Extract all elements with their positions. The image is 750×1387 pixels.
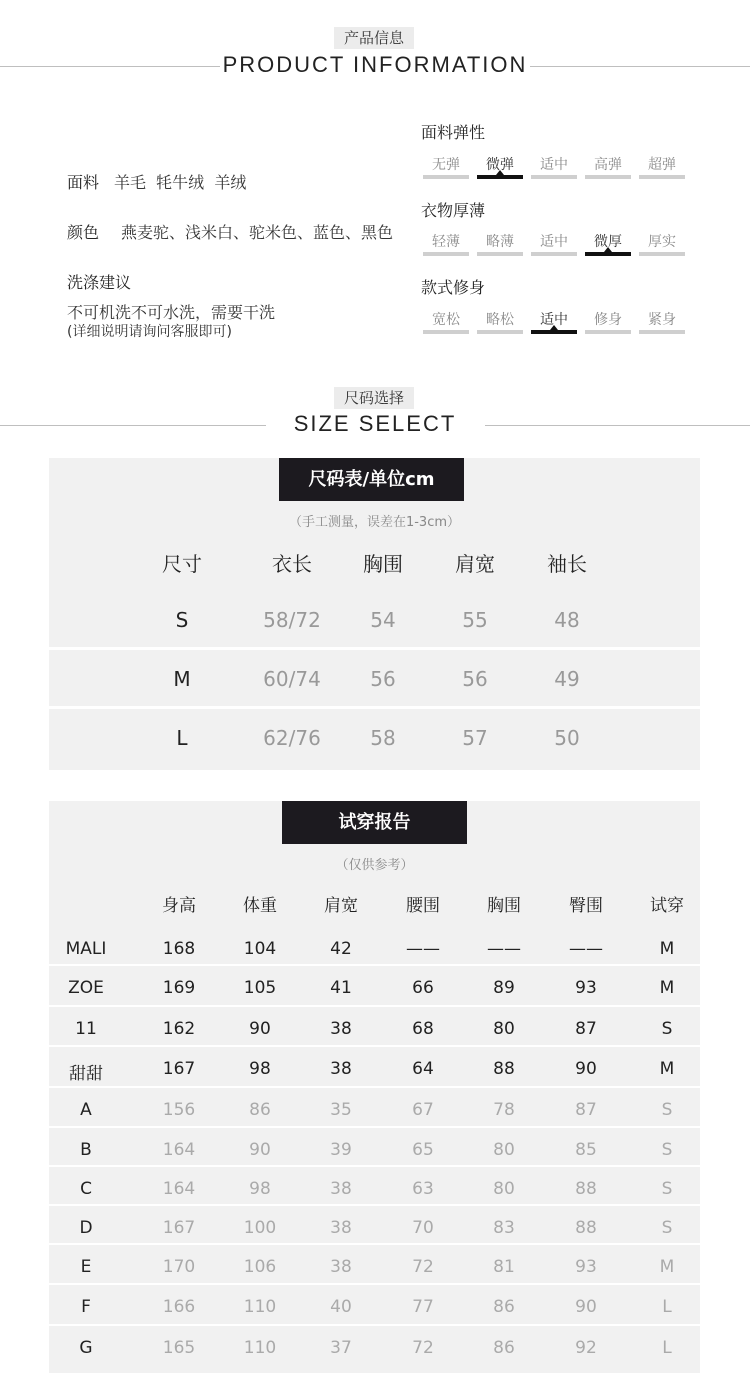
trial-cell: 81: [493, 1257, 515, 1277]
size-cell: M: [173, 667, 191, 691]
size-cell: 56: [462, 667, 488, 691]
size-cell: 55: [462, 608, 488, 632]
trial-cell: M: [659, 939, 675, 959]
size-header: 衣长: [272, 552, 312, 576]
trial-header: 腰围: [406, 896, 440, 916]
trial-cell: 110: [243, 1297, 277, 1317]
trial-header: 试穿: [650, 896, 684, 916]
size-table: [49, 458, 700, 770]
trial-cell: 88: [575, 1179, 597, 1199]
trial-model-name: D: [79, 1218, 93, 1238]
trial-cell: S: [661, 1140, 673, 1160]
row-divider: [49, 1324, 700, 1326]
trial-model-name: 11: [75, 1019, 97, 1039]
trial-cell: 37: [330, 1338, 352, 1358]
row-divider: [49, 1283, 700, 1285]
trial-cell: M: [659, 978, 675, 998]
color-value: 燕麦驼、浅米白、驼米色、蓝色、黑色: [121, 223, 394, 242]
trial-header: 肩宽: [324, 896, 358, 916]
trial-cell: 98: [249, 1179, 271, 1199]
trial-header: 身高: [162, 896, 196, 916]
trial-cell: 87: [575, 1019, 597, 1039]
trial-cell: 168: [162, 939, 196, 959]
trial-cell: 42: [330, 939, 352, 959]
trial-cell: 164: [162, 1179, 196, 1199]
trial-cell: ——: [569, 939, 603, 959]
size-table-title: 尺码表/单位cm: [279, 458, 464, 501]
wash-label: 洗涤建议: [67, 273, 132, 292]
scale-option: 超弹: [639, 154, 685, 176]
trial-cell: 40: [330, 1297, 352, 1317]
trial-model-name: ZOE: [68, 978, 104, 998]
trial-cell: 90: [249, 1019, 271, 1039]
scale-title-fit: 款式修身: [421, 278, 486, 297]
trial-report-title: 试穿报告: [282, 801, 467, 844]
scale-title-elasticity: 面料弹性: [421, 123, 486, 142]
trial-cell: 92: [575, 1338, 597, 1358]
trial-header: 臀围: [569, 896, 603, 916]
scale-option: 适中: [531, 154, 577, 176]
trial-cell: 38: [330, 1059, 352, 1079]
row-divider: [49, 1126, 700, 1128]
trial-header: 体重: [243, 896, 277, 916]
scale-option: 紧身: [639, 309, 685, 331]
size-cell: 49: [554, 667, 580, 691]
trial-cell: 105: [243, 978, 277, 998]
trial-model-name: MALI: [65, 939, 107, 959]
trial-cell: 110: [243, 1338, 277, 1358]
scale-option: 无弹: [423, 154, 469, 176]
product-info-en-title: PRODUCT INFORMATION: [222, 52, 528, 77]
trial-model-name: 甜甜: [69, 1064, 103, 1084]
scale-option: 厚实: [639, 231, 685, 253]
row-divider: [49, 1045, 700, 1047]
trial-report-note: （仅供参考）: [335, 858, 414, 873]
trial-cell: 38: [330, 1257, 352, 1277]
trial-cell: 104: [243, 939, 277, 959]
scale-option-selected: 微厚: [585, 231, 631, 253]
trial-cell: 165: [162, 1338, 196, 1358]
product-info-cn-title: 产品信息: [334, 27, 414, 49]
row-divider: [49, 1086, 700, 1088]
size-cell: 58/72: [263, 608, 321, 632]
size-select-cn-title: 尺码选择: [334, 387, 414, 409]
trial-cell: 85: [575, 1140, 597, 1160]
size-cell: 48: [554, 608, 580, 632]
scale-option-selected: 适中: [531, 309, 577, 331]
trial-cell: 89: [493, 978, 515, 998]
scale-option: 高弹: [585, 154, 631, 176]
trial-header: 胸围: [487, 896, 521, 916]
size-header: 袖长: [547, 552, 587, 576]
trial-cell: 80: [493, 1179, 515, 1199]
trial-cell: 67: [412, 1100, 434, 1120]
size-cell: S: [175, 608, 189, 632]
fabric-value: 羊毛 牦牛绒 羊绒: [114, 173, 247, 192]
trial-cell: 64: [412, 1059, 434, 1079]
row-divider: [49, 706, 700, 709]
size-select-en-title: SIZE SELECT: [293, 411, 457, 436]
trial-cell: 90: [575, 1059, 597, 1079]
trial-cell: 86: [249, 1100, 271, 1120]
row-divider: [49, 1204, 700, 1206]
trial-cell: 88: [575, 1218, 597, 1238]
scale-option: 适中: [531, 231, 577, 253]
trial-cell: 90: [575, 1297, 597, 1317]
scale-option: 略松: [477, 309, 523, 331]
trial-cell: 170: [162, 1257, 196, 1277]
scale-thickness: [421, 231, 691, 253]
row-divider: [49, 1165, 700, 1167]
trial-cell: 78: [493, 1100, 515, 1120]
trial-cell: S: [661, 1100, 673, 1120]
scale-title-thickness: 衣物厚薄: [421, 201, 486, 220]
trial-model-name: C: [80, 1179, 92, 1199]
row-divider: [49, 1005, 700, 1007]
size-cell: L: [176, 726, 188, 750]
trial-report-table: [49, 801, 700, 1373]
trial-cell: 72: [412, 1338, 434, 1358]
trial-cell: 77: [412, 1297, 434, 1317]
size-header: 尺寸: [162, 552, 202, 576]
trial-cell: S: [661, 1019, 673, 1039]
trial-cell: 169: [162, 978, 196, 998]
size-cell: 56: [370, 667, 396, 691]
size-cell: 57: [462, 726, 488, 750]
size-header: 胸围: [363, 552, 403, 576]
trial-cell: 86: [493, 1338, 515, 1358]
row-divider: [49, 647, 700, 650]
size-cell: 62/76: [263, 726, 321, 750]
trial-cell: 38: [330, 1019, 352, 1039]
trial-cell: 80: [493, 1019, 515, 1039]
trial-model-name: B: [80, 1140, 92, 1160]
trial-cell: 66: [412, 978, 434, 998]
trial-cell: 63: [412, 1179, 434, 1199]
trial-cell: 86: [493, 1297, 515, 1317]
scale-elasticity: [421, 154, 691, 176]
scale-option: 修身: [585, 309, 631, 331]
scale-fit: [421, 309, 691, 331]
trial-cell: 87: [575, 1100, 597, 1120]
size-cell: 50: [554, 726, 580, 750]
trial-cell: 88: [493, 1059, 515, 1079]
scale-option: 轻薄: [423, 231, 469, 253]
trial-cell: 156: [162, 1100, 196, 1120]
wash-note: (详细说明请询问客服即可): [67, 324, 232, 340]
trial-model-name: G: [79, 1338, 93, 1358]
trial-cell: S: [661, 1218, 673, 1238]
trial-cell: 162: [162, 1019, 196, 1039]
trial-cell: ——: [487, 939, 521, 959]
trial-cell: 93: [575, 978, 597, 998]
scale-option: 略薄: [477, 231, 523, 253]
row-divider: [49, 1243, 700, 1245]
trial-cell: 35: [330, 1100, 352, 1120]
trial-model-name: A: [80, 1100, 92, 1120]
trial-cell: 80: [493, 1140, 515, 1160]
size-cell: 60/74: [263, 667, 321, 691]
wash-value: 不可机洗不可水洗，需要干洗: [67, 303, 276, 322]
trial-cell: L: [662, 1338, 672, 1358]
trial-cell: 70: [412, 1218, 434, 1238]
trial-cell: 68: [412, 1019, 434, 1039]
fabric-label: 面料: [67, 173, 100, 192]
trial-cell: 39: [330, 1140, 352, 1160]
trial-cell: ——: [406, 939, 440, 959]
trial-cell: S: [661, 1179, 673, 1199]
color-label: 颜色: [67, 223, 100, 242]
trial-cell: 41: [330, 978, 352, 998]
trial-model-name: F: [81, 1297, 91, 1317]
size-cell: 54: [370, 608, 396, 632]
trial-cell: M: [659, 1059, 675, 1079]
trial-model-name: E: [80, 1257, 92, 1277]
trial-cell: 93: [575, 1257, 597, 1277]
trial-cell: 72: [412, 1257, 434, 1277]
trial-cell: 83: [493, 1218, 515, 1238]
trial-cell: L: [662, 1297, 672, 1317]
trial-cell: 65: [412, 1140, 434, 1160]
trial-cell: 100: [243, 1218, 277, 1238]
trial-cell: 38: [330, 1218, 352, 1238]
trial-cell: 98: [249, 1059, 271, 1079]
size-table-note: （手工测量，误差在1-3cm）: [288, 515, 461, 530]
trial-cell: 90: [249, 1140, 271, 1160]
trial-cell: M: [659, 1257, 675, 1277]
row-divider: [49, 964, 700, 966]
trial-cell: 166: [162, 1297, 196, 1317]
trial-cell: 38: [330, 1179, 352, 1199]
size-cell: 58: [370, 726, 396, 750]
trial-cell: 167: [162, 1218, 196, 1238]
trial-cell: 106: [243, 1257, 277, 1277]
trial-cell: 167: [162, 1059, 196, 1079]
scale-option: 宽松: [423, 309, 469, 331]
size-header: 肩宽: [455, 552, 495, 576]
scale-option-selected: 微弹: [477, 154, 523, 176]
trial-cell: 164: [162, 1140, 196, 1160]
